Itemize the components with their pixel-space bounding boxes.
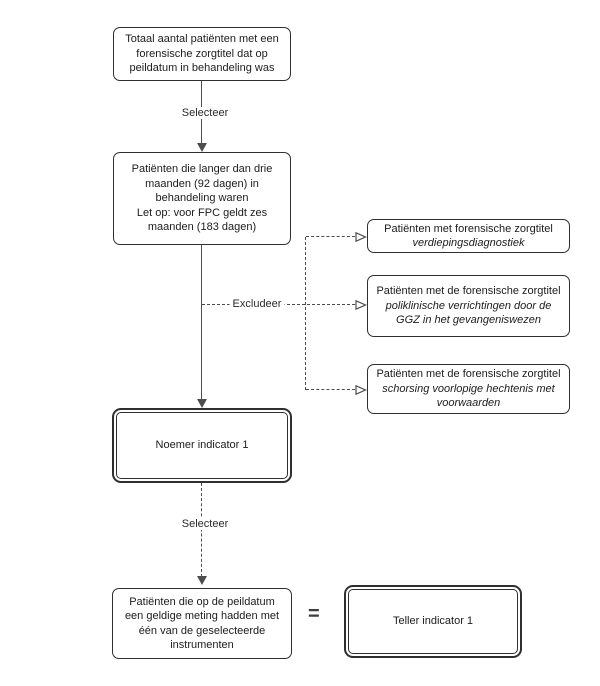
node-valid-measurement — [112, 588, 292, 659]
node-treatment-duration — [113, 152, 291, 245]
edge-select-bottom-arrowhead-icon — [197, 576, 207, 585]
edge-duration-to-noemer-arrowhead-icon — [197, 399, 207, 408]
node-teller-text: Teller indicator 1 — [392, 615, 474, 628]
node-total-patients-text: Totaal aantal patiënten met een forensische zorgtitel dat op peildatum in behandeling was — [125, 33, 279, 75]
node-exclusion1-title: verdiepingsdiagnostiek — [412, 237, 525, 249]
edge-exclude-trunk-line — [305, 237, 306, 390]
node-noemer-text: Noemer indicator 1 — [155, 439, 249, 452]
node-exclusion-verdiepingsdiagnostiek — [367, 219, 570, 253]
node-treatment-duration-main: Patiënten die langer dan drie maanden (92 dagen) in behandeling waren — [131, 163, 273, 205]
edge-duration-to-noemer-line — [201, 245, 202, 400]
node-teller-indicator-1 — [344, 585, 522, 658]
edge-exclude-middle-arrowhead-icon — [355, 299, 367, 311]
node-noemer-indicator-1 — [112, 408, 292, 483]
node-exclusion2-title: poliklinische verrichtingen door de GGZ in het gevangeniswezen — [385, 299, 552, 327]
node-exclusion2-lead: Patiënten met de forensische zorgtitel — [376, 285, 561, 298]
node-valid-measurement-text: Patiënten die op de peildatum een geldige meting hadden met één van de geselecteerde instrumenten — [124, 595, 280, 651]
edge-exclude-top-arrowhead-icon — [355, 231, 367, 243]
edge-select-bottom-line — [201, 483, 202, 577]
node-exclusion1-lead: Patiënten met forensische zorgtitel — [384, 222, 553, 235]
edge-label-exclude: Excludeer — [230, 298, 285, 310]
edge-exclude-bottom-line — [306, 389, 355, 390]
edge-exclude-bottom-arrowhead-icon — [355, 384, 367, 396]
edge-select-top-arrowhead-icon — [197, 143, 207, 152]
node-total-patients — [113, 27, 291, 81]
edge-label-select-bottom: Selecteer — [179, 518, 231, 530]
node-exclusion3-lead: Patiënten met de forensische zorgtitel — [376, 368, 561, 381]
equals-operator: = — [308, 603, 320, 625]
node-exclusion-poliklinische-verrichtingen — [367, 275, 570, 337]
node-treatment-duration-note: Let op: voor FPC geldt zes maanden (183 dagen) — [136, 206, 268, 234]
edge-exclude-top-line — [306, 236, 355, 237]
edge-label-select-top: Selecteer — [179, 107, 231, 119]
node-exclusion-schorsing-hechtenis — [367, 364, 570, 414]
node-exclusion3-title: schorsing voorlopige hechtenis met voorwaarden — [382, 382, 555, 410]
